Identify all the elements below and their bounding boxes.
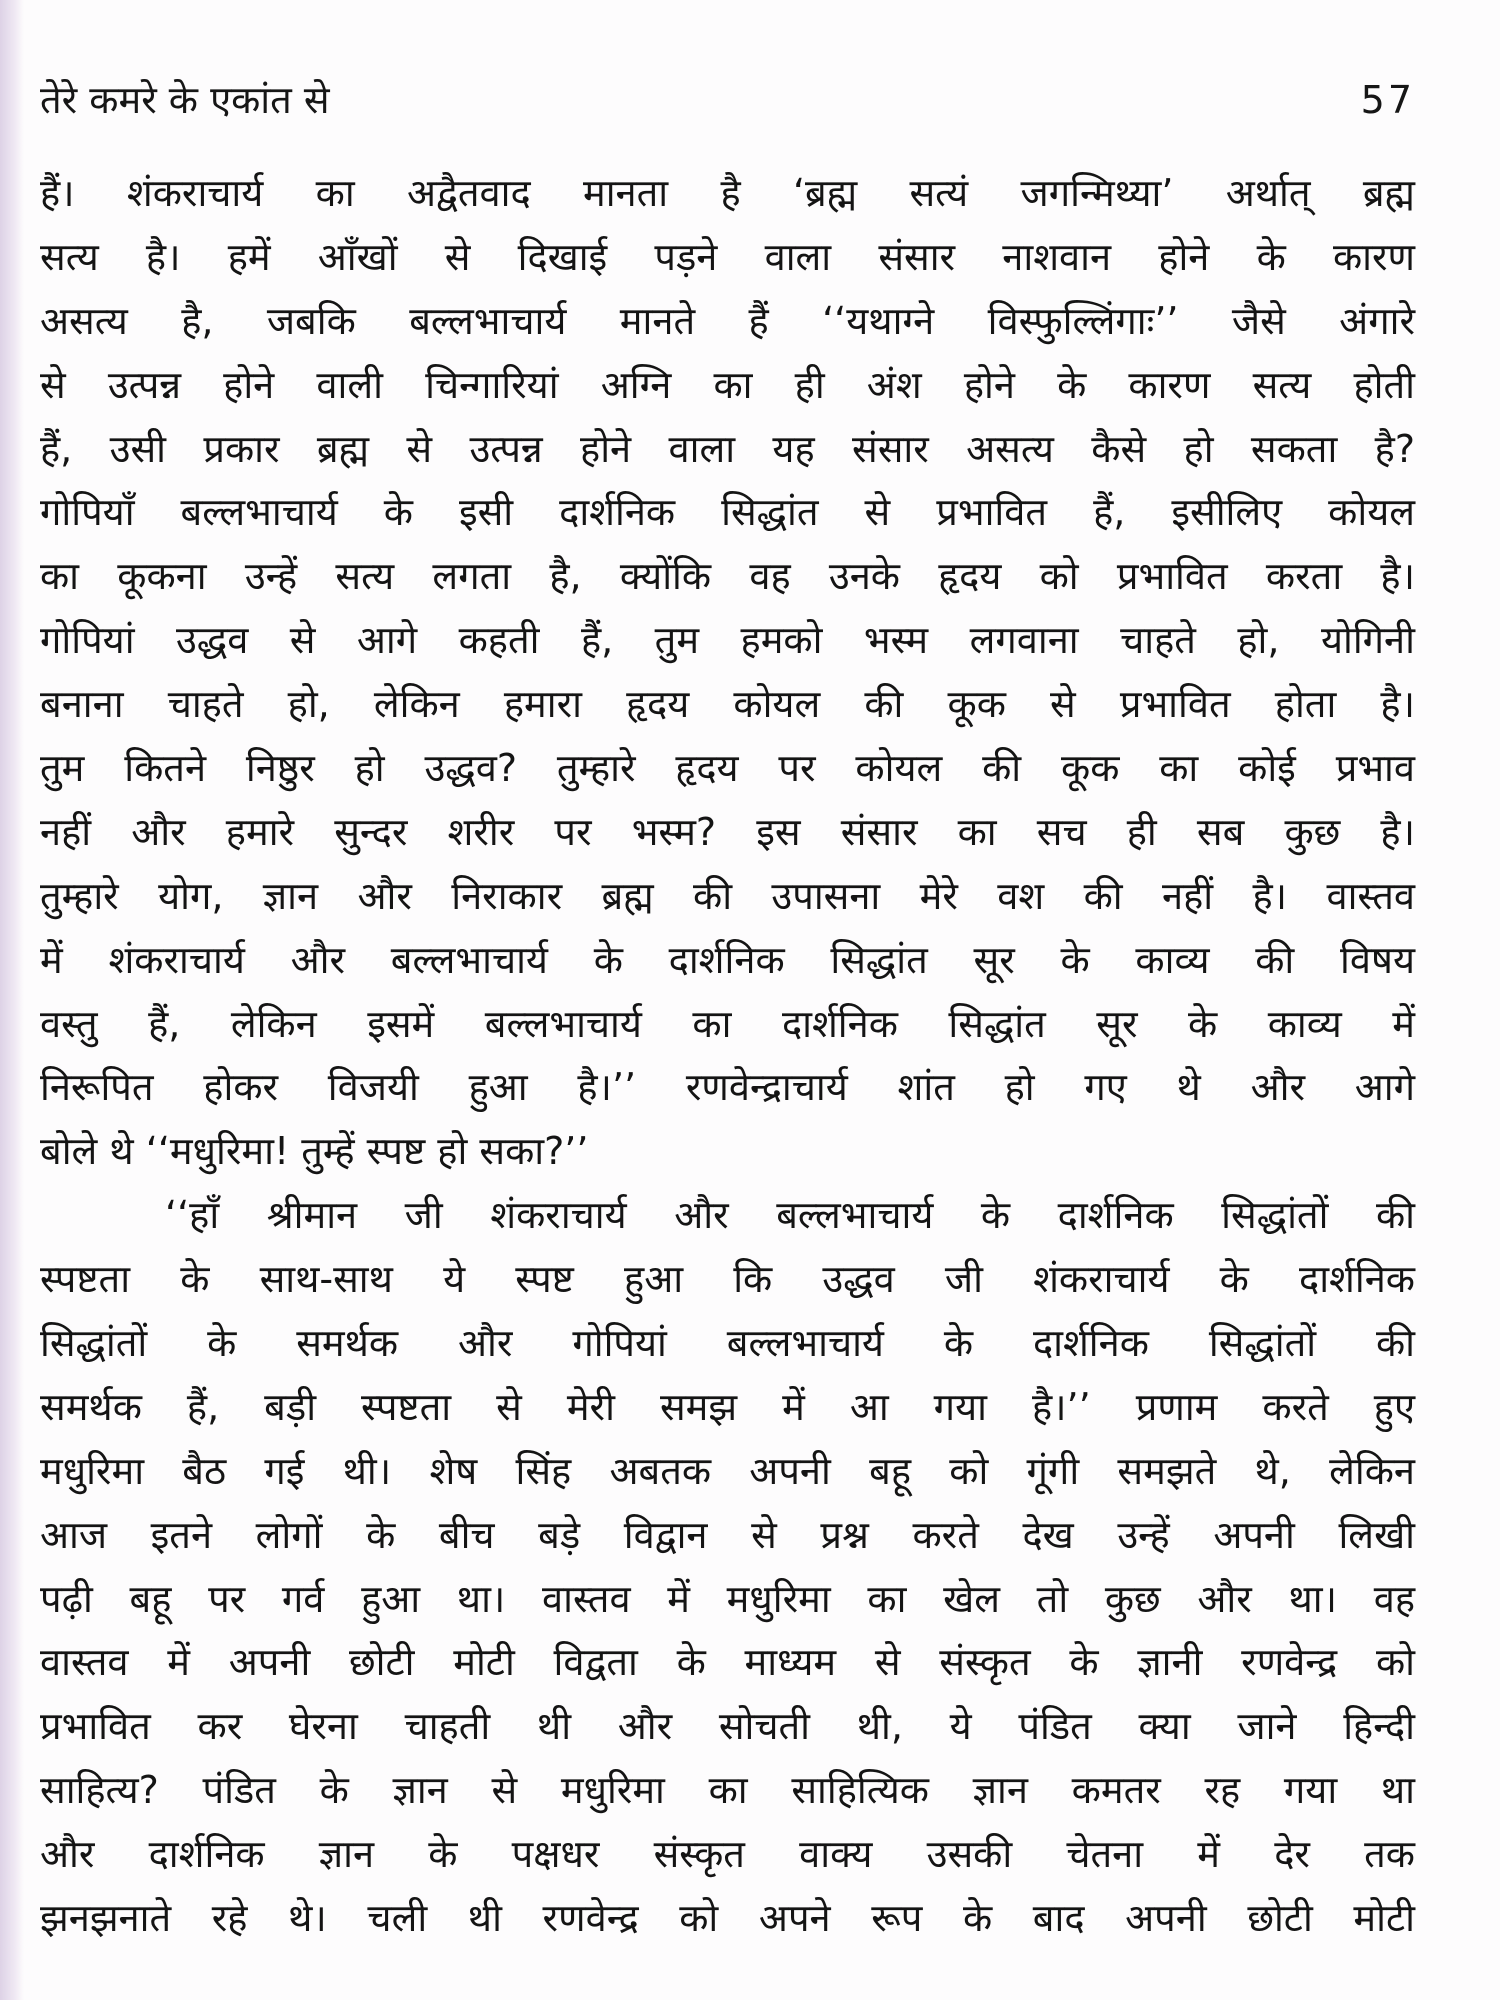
text-line: मधुरिमा बैठ गई थी। शेष सिंह अबतक अपनी बहू को गूंगी समझते थे, लेकिन (40, 1448, 1415, 1493)
text-line: झनझनाते रहे थे। चली थी रणवेन्द्र को अपने रूप के बाद अपनी छोटी मोटी (40, 1896, 1415, 1941)
text-line: और दार्शनिक ज्ञान के पक्षधर संस्कृत वाक्य उसकी चेतना में देर तक (40, 1832, 1415, 1877)
text-line: स्पष्टता के साथ-साथ ये स्पष्ट हुआ कि उद्धव जी शंकराचार्य के दार्शनिक (40, 1257, 1415, 1302)
text-line: आज इतने लोगों के बीच बड़े विद्वान से प्रश्न करते देख उन्हें अपनी लिखी (40, 1512, 1415, 1557)
text-line: हैं, उसी प्रकार ब्रह्म से उत्पन्न होने वाला यह संसार असत्य कैसे हो सकता है? (40, 426, 1415, 471)
text-line: निरूपित होकर विजयी हुआ है।’’ रणवेन्द्राचार्य शांत हो गए थे और आगे (40, 1065, 1415, 1110)
text-line: तुम्हारे योग, ज्ञान और निराकार ब्रह्म की उपासना मेरे वश की नहीं है। वास्तव (40, 873, 1415, 918)
page-header (40, 70, 1415, 130)
text-line: वास्तव में अपनी छोटी मोटी विद्वता के माध्यम से संस्कृत के ज्ञानी रणवेन्द्र को (40, 1640, 1415, 1685)
text-line: पढ़ी बहू पर गर्व हुआ था। वास्तव में मधुरिमा का खेल तो कुछ और था। वह (40, 1576, 1415, 1621)
text-line: सिद्धांतों के समर्थक और गोपियां बल्लभाचार्य के दार्शनिक सिद्धांतों की (40, 1321, 1415, 1366)
text-line: गोपियाँ बल्लभाचार्य के इसी दार्शनिक सिद्धांत से प्रभावित हैं, इसीलिए कोयल (40, 490, 1415, 535)
text-line: तुम कितने निष्ठुर हो उद्धव? तुम्हारे हृदय पर कोयल की कूक का कोई प्रभाव (40, 746, 1415, 791)
paragraph-start-line: ‘‘हाँ श्रीमान जी शंकराचार्य और बल्लभाचार्य के दार्शनिक सिद्धांतों की (165, 1193, 1415, 1238)
text-line: असत्य है, जबकि बल्लभाचार्य मानते हैं ‘‘यथाग्ने विस्फुल्लिंगाः’’ जैसे अंगारे (40, 298, 1415, 343)
text-line: गोपियां उद्धव से आगे कहती हैं, तुम हमको भस्म लगवाना चाहते हो, योगिनी (40, 618, 1415, 663)
paragraph-end-line: बोले थे ‘‘मधुरिमा! तुम्हें स्पष्ट हो सका?’’ (40, 1129, 589, 1174)
text-line: बनाना चाहते हो, लेकिन हमारा हृदय कोयल की कूक से प्रभावित होता है। (40, 682, 1415, 727)
text-line: में शंकराचार्य और बल्लभाचार्य के दार्शनिक सिद्धांत सूर के काव्य की विषय (40, 937, 1415, 982)
text-line: प्रभावित कर घेरना चाहती थी और सोचती थी, ये पंडित क्या जाने हिन्दी (40, 1704, 1415, 1749)
text-line: नहीं और हमारे सुन्दर शरीर पर भस्म? इस संसार का सच ही सब कुछ है। (40, 809, 1415, 854)
text-line: समर्थक हैं, बड़ी स्पष्टता से मेरी समझ में आ गया है।’’ प्रणाम करते हुए (40, 1384, 1415, 1429)
binding-shadow (0, 0, 24, 2000)
page-number: 57 (1360, 78, 1415, 122)
text-line: साहित्य? पंडित के ज्ञान से मधुरिमा का साहित्यिक ज्ञान कमतर रह गया था (40, 1768, 1415, 1813)
text-line: वस्तु हैं, लेकिन इसमें बल्लभाचार्य का दार्शनिक सिद्धांत सूर के काव्य में (40, 1001, 1415, 1046)
body-text (40, 162, 1415, 1951)
running-head: तेरे कमरे के एकांत से (40, 78, 330, 122)
text-line: से उत्पन्न होने वाली चिन्गारियां अग्नि का ही अंश होने के कारण सत्य होती (40, 362, 1415, 407)
text-line: का कूकना उन्हें सत्य लगता है, क्योंकि वह उनके हृदय को प्रभावित करता है। (40, 554, 1415, 599)
text-line: सत्य है। हमें आँखों से दिखाई पड़ने वाला संसार नाशवान होने के कारण (40, 234, 1415, 279)
text-line: हैं। शंकराचार्य का अद्वैतवाद मानता है ‘ब्रह्म सत्यं जगन्मिथ्या’ अर्थात् ब्रह्म (40, 171, 1415, 215)
